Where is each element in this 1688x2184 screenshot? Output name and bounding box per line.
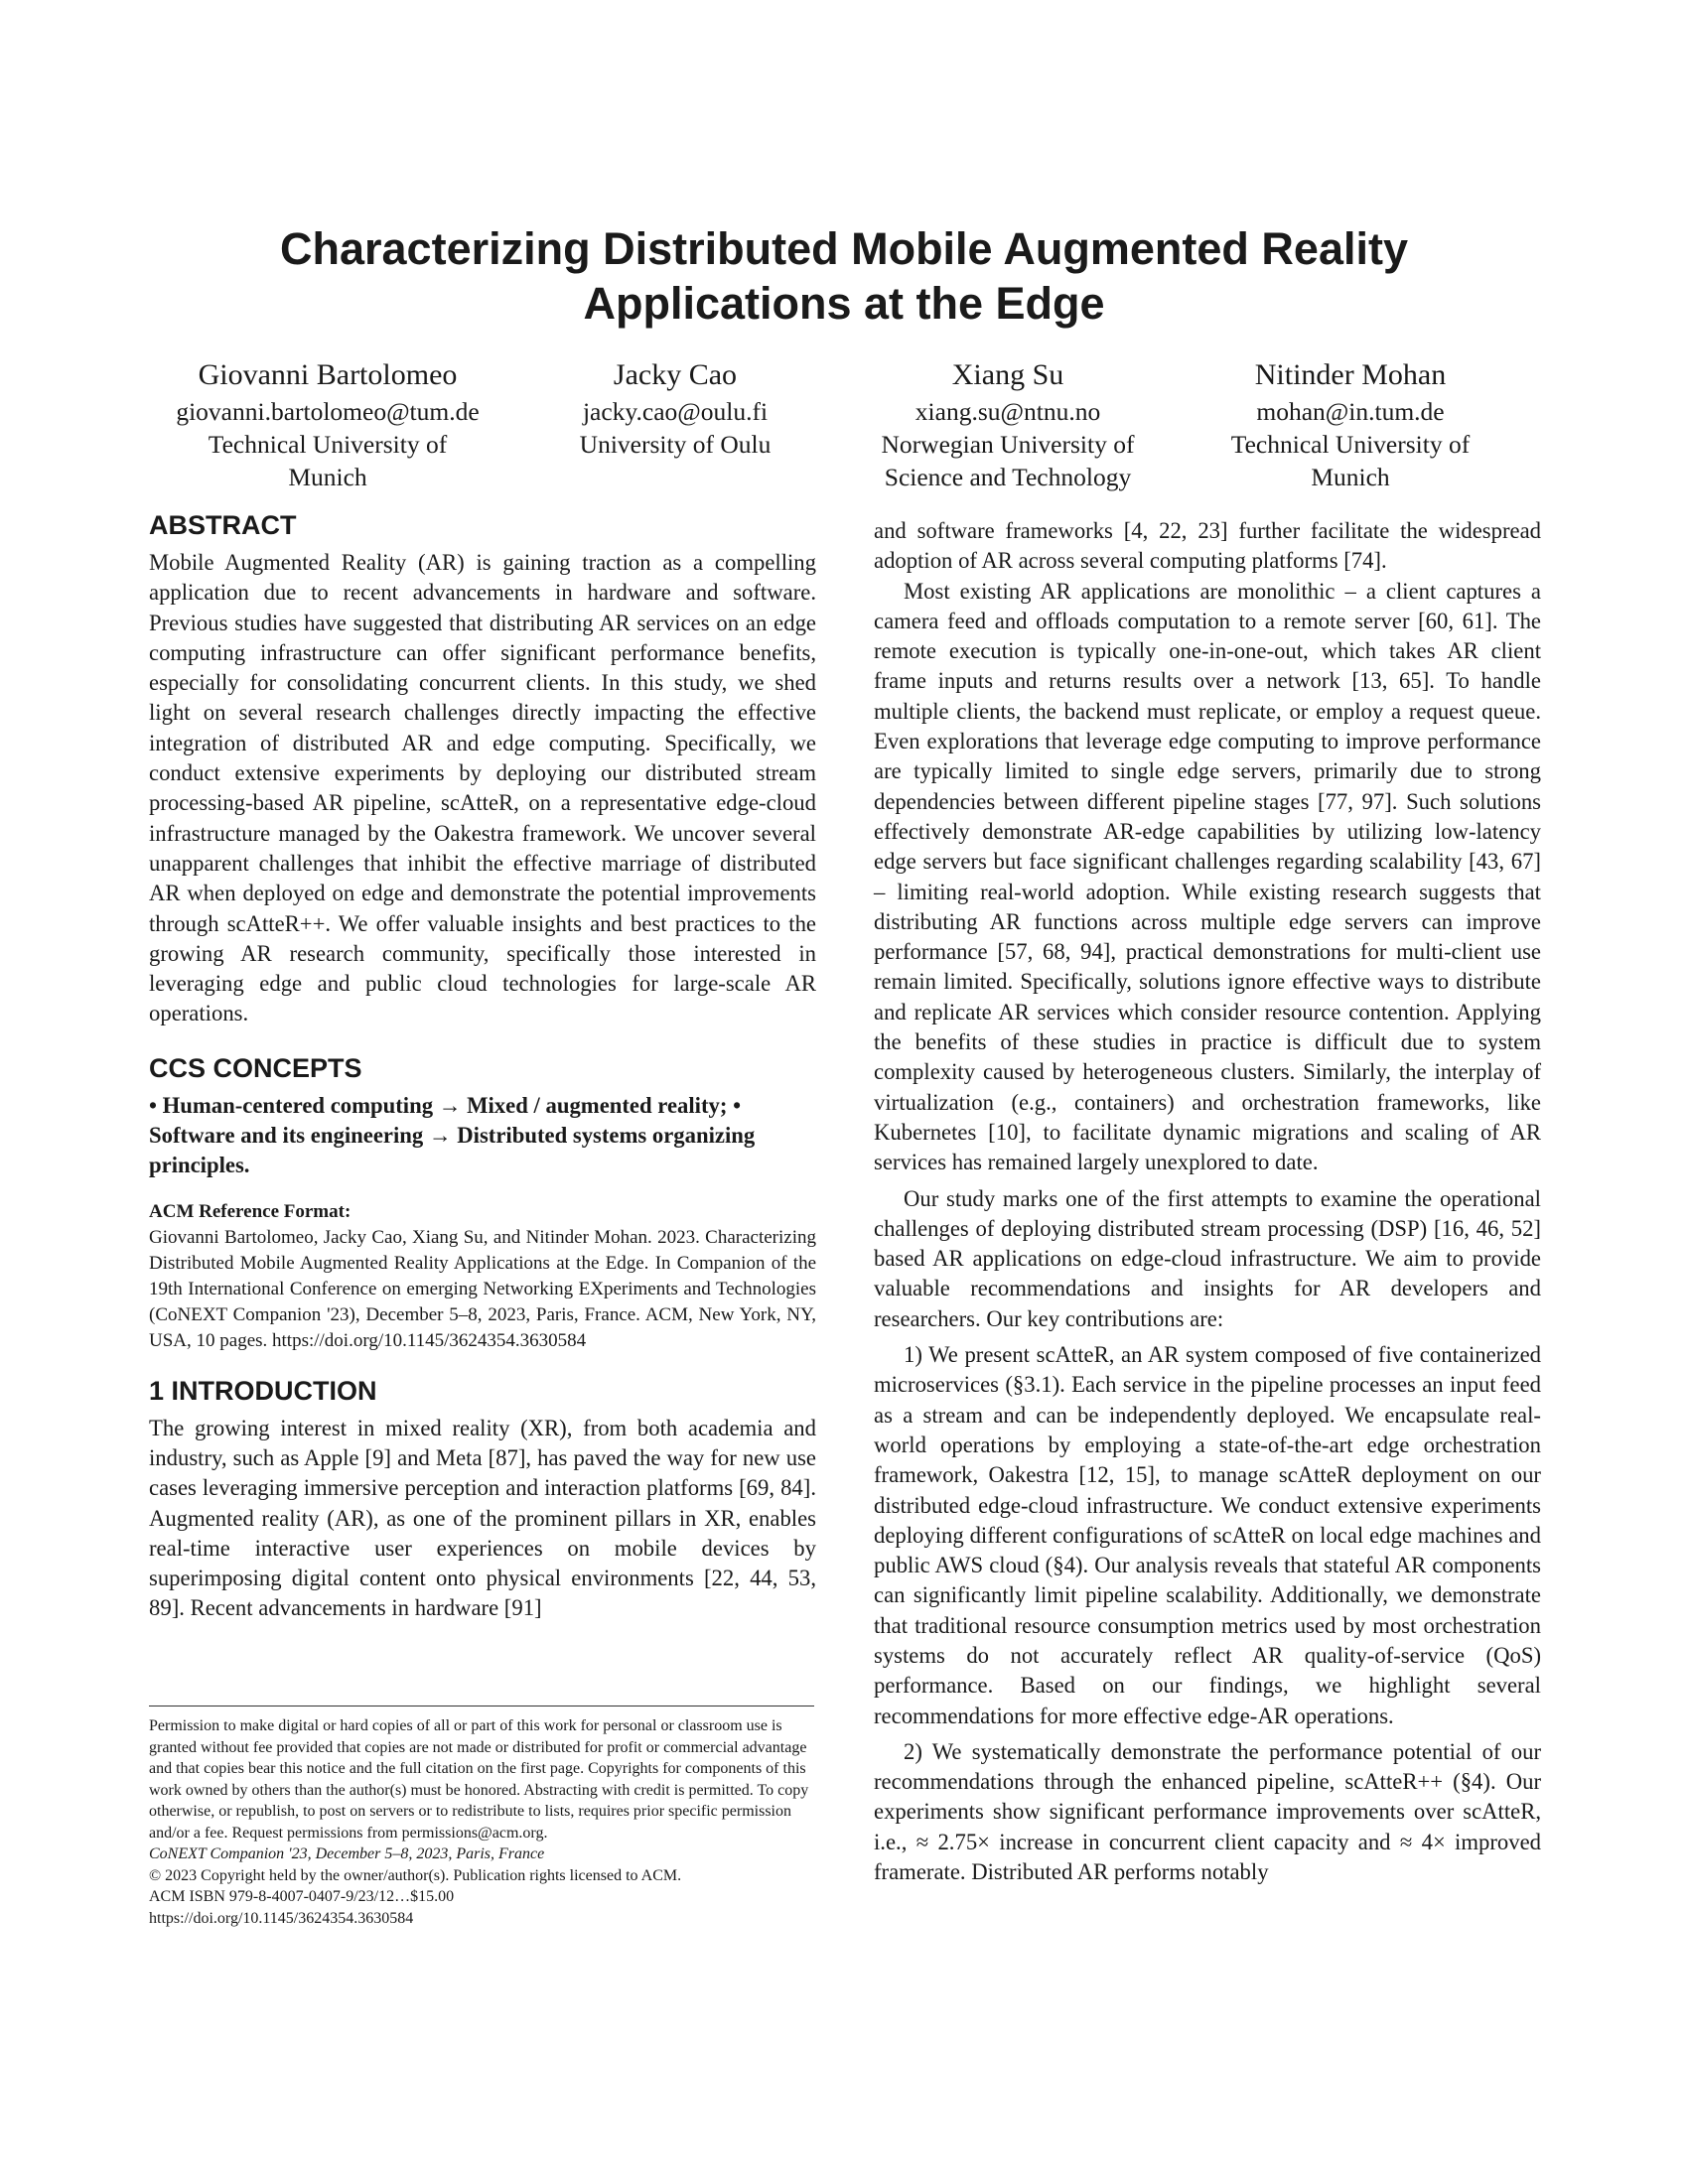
copyright-line: © 2023 Copyright held by the owner/author(s). Publication rights licensed to ACM. (149, 1866, 682, 1884)
author-affiliation: Technical University of (1230, 430, 1471, 459)
author-name: Nitinder Mohan (1254, 358, 1447, 391)
left-column (149, 508, 816, 1624)
contribution-2: 2) We systematically demonstrate the performance potential of our recommendations through the enhanced pipeline, scAtteR++ (§4). Our experiments show significant performance improvements over scAtteR, i.e., ≈ 2.75× increase in concurrent client capacity and ≈ 4× improved framerate. Distributed AR performs notably (874, 1738, 1541, 1885)
author-email[interactable]: xiang.su@ntnu.no (914, 397, 1101, 426)
contribution-1: 1) We present scAtteR, an AR system composed of five containerized microservices (§3.1). Each service in the pipeline processes an input feed as a stream and can be independently deployed. We encapsulate real-world operations by employing a state-of-the-art edge orchestration framework, Oakestra [12, 15], to manage scAtteR deployment on our distributed edge-cloud infrastructure. We conduct extensive experiments deploying different configurations of scAtteR on local edge machines and public AWS cloud (§4). Our analysis reveals that stateful AR components can significantly limit pipeline scalability. Additionally, we demonstrate that traditional resource consumption metrics used by most orchestration systems do not accurately reflect AR quality-of-service (QoS) performance. Based on our findings, we highlight several recommendations for more effective edge-AR operations. (874, 1342, 1541, 1728)
author-name: Jacky Cao (613, 358, 738, 391)
author-affiliation: Science and Technology (884, 463, 1132, 491)
author-affiliation: Technical University of (208, 430, 448, 459)
paper-title: Characterizing Distributed Mobile Augmented Reality Applications at the Edge (280, 223, 1408, 329)
intro-paragraph: Our study marks one of the first attempts to examine the operational challenges of deploying distributed stream processing (DSP) [16, 46, 52] based AR applications on edge-cloud infrastructure. We aim to provide valuable recommendations and insights for AR developers and researchers. Our key contributions are: (874, 1185, 1541, 1331)
acm-reference-text: Giovanni Bartolomeo, Jacky Cao, Xiang Su, and Nitinder Mohan. 2023. Characterizing Distributed Mobile Augmented Reality Applications at the Edge. In Companion of the 19th International Conference on emerging Networking EXperiments and Technologies (CoNEXT Companion '23), December 5–8, 2023, Paris, France. ACM, New York, NY, USA, 10 pages. https://doi.org/10.1145/3624354.3630584 (149, 1226, 816, 1351)
isbn-line: ACM ISBN 979-8-4007-0407-9/23/12…$15.00 (149, 1888, 455, 1905)
author-block (526, 355, 824, 461)
author-email[interactable]: jacky.cao@oulu.fi (582, 397, 769, 426)
author-block (854, 355, 1162, 493)
author-affiliation: Munich (288, 463, 367, 491)
intro-paragraph: Most existing AR applications are monolithic – a client captures a camera feed and offloads computation to a remote server [60, 61]. The remote execution is typically one-in-one-out, which takes AR client frame inputs and returns results over a network [13, 65]. To handle multiple clients, the backend must replicate, or employ a request queue. Even explorations that leverage edge computing to improve performance are typically limited to single edge servers, primarily due to strong dependencies between different pipeline stages [77, 97]. Such solutions effectively demonstrate AR-edge capabilities by utilizing low-latency edge servers but face significant challenges regarding scalability [43, 67] – limiting real-world adoption. While existing research suggests that distributing AR functions across multiple edge servers can improve performance [57, 68, 94], practical demonstrations for multi-client use remain limited. Specifically, solutions ignore effective ways to distribute and replicate AR services which consider resource contention. Applying the benefits of these studies in practice is difficult due to system complexity caused by heterogeneous clusters. Similarly, the interplay of virtualization (e.g., containers) and orchestration frameworks, like Kubernetes [10], to facilitate dynamic migrations and scaling of AR services has remained largely unexplored to date. (874, 578, 1541, 1175)
author-block (1192, 355, 1509, 493)
conference-venue: CoNEXT Companion '23, December 5–8, 2023, Paris, France (149, 1845, 545, 1862)
author-affiliation: Munich (1311, 463, 1390, 491)
abstract-heading: ABSTRACT (149, 510, 297, 540)
author-block (159, 355, 496, 493)
right-column (874, 516, 1541, 1887)
ccs-heading: CCS CONCEPTS (149, 1052, 362, 1083)
acm-reference-heading: ACM Reference Format: (149, 1200, 352, 1222)
introduction-heading: 1 INTRODUCTION (149, 1375, 377, 1406)
author-affiliation: University of Oulu (579, 430, 772, 459)
doi-link[interactable]: https://doi.org/10.1145/3624354.3630584 (149, 1909, 414, 1927)
author-email[interactable]: giovanni.bartolomeo@tum.de (176, 397, 480, 426)
copyright-footnote (149, 1715, 816, 1929)
intro-paragraph-continued: and software frameworks [4, 22, 23] further facilitate the widespread adoption of AR across several computing platforms [74]. (874, 518, 1541, 574)
author-name: Giovanni Bartolomeo (198, 358, 458, 391)
intro-paragraph: The growing interest in mixed reality (XR), from both academia and industry, such as Apple [9] and Meta [87], has paved the way for new use cases leveraging immersive perception and interaction platforms [69, 84]. Augmented reality (AR), as one of the prominent pillars in XR, enables real-time interactive user experiences on mobile devices by superimposing digital content onto physical environments [22, 44, 53, 89]. Recent advancements in hardware [91] (149, 1415, 816, 1621)
permission-notice: Permission to make digital or hard copies of all or part of this work for personal or classroom use is granted without fee provided that copies are not made or distributed for profit or commercial advantage and that copies bear this notice and the full citation on the first page. Copyrights for components of this work owned by others than the author(s) must be honored. Abstracting with credit is permitted. To copy otherwise, or republish, to post on servers or to redistribute to lists, requires prior specific permission and/or a fee. Request permissions from permissions@acm.org. (149, 1717, 809, 1842)
abstract-text: Mobile Augmented Reality (AR) is gaining traction as a compelling application due to recent advancements in hardware and software. Previous studies have suggested that distributing AR services on an edge computing infrastructure can offer significant performance benefits, especially for consolidating concurrent clients. In this study, we shed light on several research challenges directly impacting the effective integration of distributed AR and edge computing. Specifically, we conduct extensive experiments by deploying our distributed stream processing-based AR pipeline, scAtteR, on a representative edge-cloud infrastructure managed by the Oakestra framework. We uncover several unapparent challenges that inhibit the effective marriage of distributed AR when deployed on edge and demonstrate the potential improvements through scAtteR++. We offer valuable insights and best practices to the growing AR research community, specifically those interested in leveraging edge and public cloud technologies for large-scale AR operations. (149, 550, 816, 1026)
ccs-concepts: • Human-centered computing → Mixed / augmented reality; • Software and its engineering → Distributed systems organizing principles. (149, 1092, 756, 1178)
author-email[interactable]: mohan@in.tum.de (1256, 397, 1445, 426)
author-affiliation: Norwegian University of (881, 430, 1135, 459)
author-name: Xiang Su (951, 358, 1064, 391)
